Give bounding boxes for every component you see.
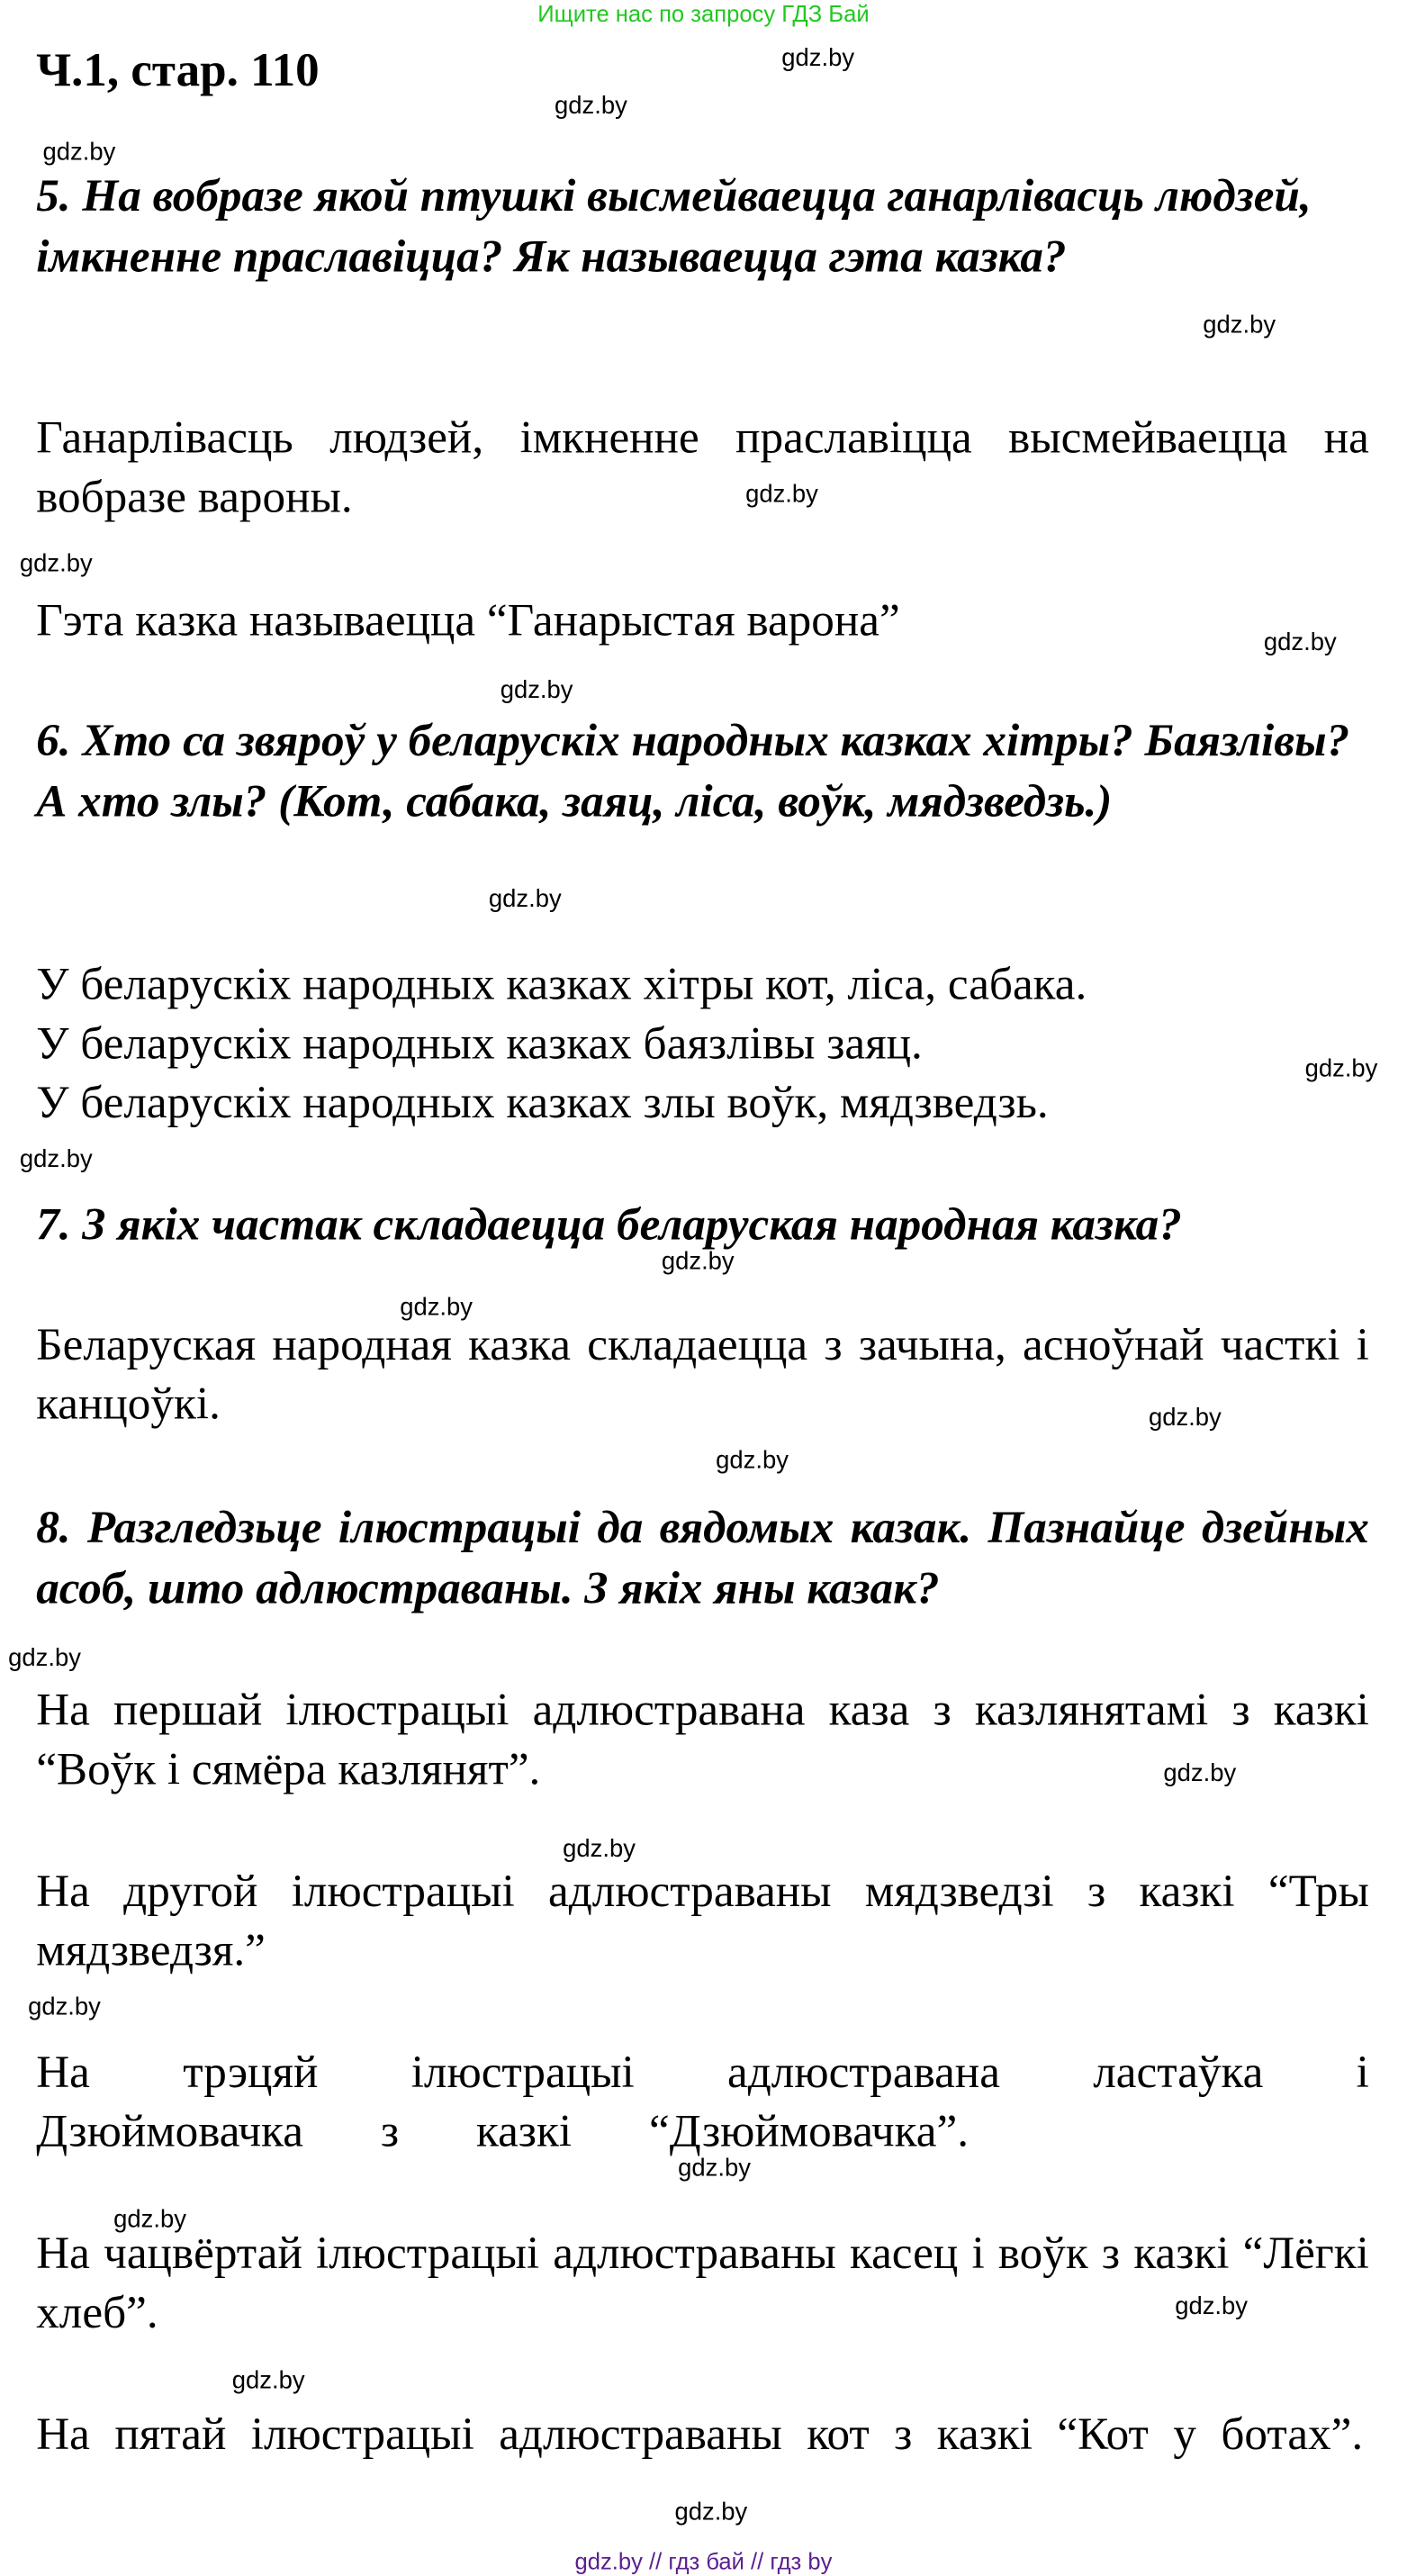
watermark: gdz.by — [1148, 1404, 1222, 1433]
answer-6 — [36, 956, 1369, 1134]
answer-7: Беларуская народная казка складаецца з зачына, асноўнай часткі і канцоўкі. — [36, 1320, 1369, 1431]
footer-links[interactable]: gdz.by // гдз бай // гдз by — [574, 2547, 833, 2574]
watermark: gdz.by — [1163, 1759, 1237, 1788]
watermark: gdz.by — [8, 1644, 81, 1673]
watermark: gdz.by — [42, 138, 116, 167]
answer-8-2: На другой ілюстрацыі адлюстраваны мядзведзі з казкі “Тры мядзведзя.” — [36, 1866, 1369, 1977]
answer-8-1: На першай ілюстрацыі адлюстравана каза з казлянятамі з казкі “Воўк і сямёра казлянят”. — [36, 1685, 1369, 1796]
watermark: gdz.by — [745, 480, 818, 509]
answer-8-3: На трэцяй ілюстрацыі адлюстравана ластаўка і Дзюймовачка з казкі “Дзюймовачка”. — [36, 2047, 1369, 2158]
question-7: 7. З якіх частак складаецца беларуская народная казка? — [36, 1199, 1182, 1252]
watermark: gdz.by — [400, 1293, 474, 1322]
question-8: 8. Разгледзьце ілюстрацыі да вядомых казак. Пазнайце дзейных асоб, што адлюстраваны. З якіх яны казак? — [36, 1502, 1369, 1615]
watermark: gdz.by — [19, 1145, 93, 1174]
watermark: gdz.by — [28, 1993, 101, 2021]
watermark: gdz.by — [1263, 628, 1337, 657]
answer-8-5: На пятай ілюстрацыі адлюстраваны кот з казкі “Кот у ботах”. — [36, 2409, 1364, 2461]
watermark: gdz.by — [661, 1247, 735, 1276]
watermark: gdz.by — [500, 676, 573, 705]
answer-6-line: У беларускіх народных казках злы воўк, мядзведзь. — [36, 1078, 1049, 1130]
answer-6-line: У беларускіх народных казках хітры кот, ліса, сабака. — [36, 959, 1087, 1011]
watermark: gdz.by — [231, 2366, 305, 2395]
question-5: 5. На вобразе якой птушкі высмейваецца ганарлівасць людзей, імкненне праславіцца? Як называецца гэта казка? — [36, 171, 1312, 284]
watermark: gdz.by — [1175, 2292, 1248, 2321]
search-banner[interactable]: Ищите нас по запросу ГДЗ Бай — [537, 0, 870, 27]
watermark: gdz.by — [563, 1835, 636, 1864]
watermark: gdz.by — [1203, 311, 1276, 339]
watermark: gdz.by — [678, 2154, 751, 2183]
watermark: gdz.by — [555, 92, 627, 121]
page-title: Ч.1, стар. 110 — [36, 44, 320, 97]
watermark: gdz.by — [781, 44, 855, 73]
answer-6-line: У беларускіх народных казках баязлівы заяц. — [36, 1018, 923, 1071]
answer-8-4: На чацвёртай ілюстрацыі адлюстраваны касец і воўк з казкі “Лёгкі хлеб”. — [36, 2228, 1369, 2339]
watermark: gdz.by — [19, 549, 93, 578]
watermark: gdz.by — [113, 2205, 186, 2234]
watermark: gdz.by — [716, 1446, 789, 1475]
question-6: 6. Хто са звяроў у беларускіх народных казках хітры? Баязлівы? А хто злы? (Кот, сабака, заяц, ліса, воўк, мядзведзь.) — [36, 716, 1350, 828]
watermark: gdz.by — [488, 885, 562, 914]
answer-5-2: Гэта казка называецца “Ганарыстая варона” — [36, 595, 900, 647]
watermark: gdz.by — [674, 2498, 748, 2526]
answer-5-1: Ганарлівасць людзей, імкненне праславіцца высмейваецца на вобразе вароны. — [36, 412, 1369, 524]
watermark: gdz.by — [1304, 1054, 1378, 1083]
